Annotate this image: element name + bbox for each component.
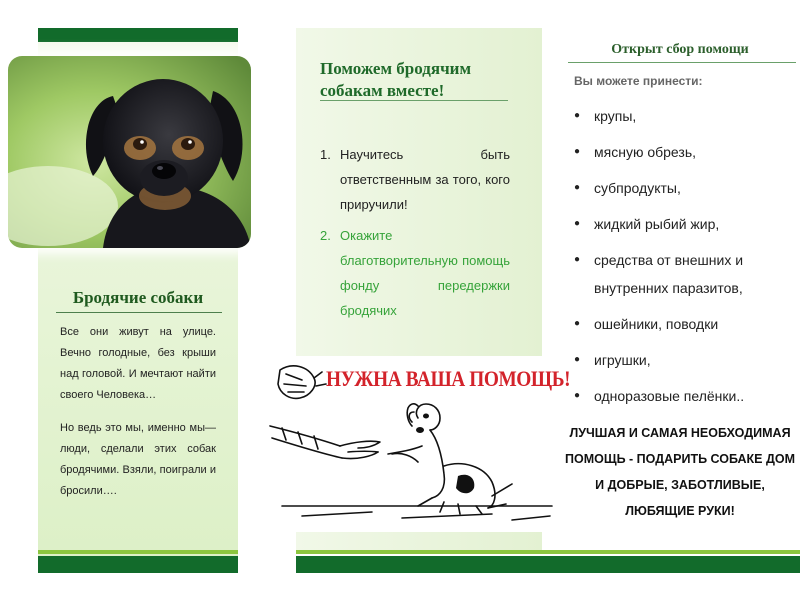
- bullet-icon: ●: [574, 254, 581, 265]
- left-bottom-light-bar: [38, 550, 238, 554]
- left-heading: Бродячие собаки: [72, 288, 204, 307]
- bullet-icon: ●: [574, 218, 581, 229]
- donation-item-text: жидкий рыбий жир,: [594, 216, 720, 232]
- bullet-icon: ●: [574, 110, 581, 121]
- bullet-icon: ●: [574, 146, 581, 157]
- dog-icon: [8, 56, 251, 248]
- donation-item-text: одноразовые пелёнки..: [594, 388, 745, 404]
- right-callout: ЛУЧШАЯ И САМАЯ НЕОБХОДИМАЯ ПОМОЩЬ - ПОДАРИТЬ СОБАКЕ ДОМ И ДОБРЫЕ, ЗАБОТЛИВЫЕ, ЛЮБЯЩИЕ РУКИ!: [564, 426, 796, 518]
- dog-photo: [8, 56, 251, 248]
- bullet-icon: ●: [574, 390, 581, 401]
- donation-item-text: игрушки,: [594, 352, 651, 368]
- donation-list-item: [574, 310, 794, 338]
- middle-list-text: Научитесь быть ответственным за того, кого приручили!: [340, 147, 510, 212]
- left-paragraph-2: Но ведь это мы, именно мы—люди, сделали этих собак бродячими. Взяли, поиграли и бросили….: [60, 422, 216, 497]
- middle-list: [320, 142, 510, 329]
- middle-heading-divider: [320, 100, 508, 101]
- donation-item-text: средства от внешних и внутренних паразитов,: [594, 252, 744, 296]
- left-top-bar: [38, 28, 238, 42]
- donation-list: [574, 102, 794, 418]
- middle-heading: Поможем бродячим собакам вместе!: [320, 59, 472, 100]
- left-heading-divider: [56, 312, 222, 313]
- right-subheading: Вы можете принести:: [574, 74, 703, 88]
- bullet-icon: ●: [574, 354, 581, 365]
- left-bottom-dark-bar: [38, 556, 238, 573]
- left-paragraph-1: Все они живут на улице. Вечно голодные, без крыши над головой. И мечтают найти своего Человека…: [60, 326, 216, 401]
- donation-item-text: крупы,: [594, 108, 637, 124]
- right-heading: Открыт сбор помощи: [611, 42, 749, 57]
- bullet-icon: ●: [574, 182, 581, 193]
- right-heading-divider: [568, 62, 796, 63]
- donation-list-item: [574, 138, 794, 166]
- donation-list-item: [574, 346, 794, 374]
- donation-list-item: [574, 174, 794, 202]
- middle-list-text: Окажите благотворительную помощь фонду передержки бродячих: [340, 228, 510, 318]
- donation-item-text: ошейники, поводки: [594, 316, 719, 332]
- donation-list-item: [574, 246, 794, 302]
- donation-list-item: [574, 102, 794, 130]
- help-title: НУЖНА ВАША ПОМОЩЬ!: [326, 366, 571, 391]
- middle-list-number: 2.: [320, 228, 331, 243]
- bullet-icon: ●: [574, 318, 581, 329]
- donation-list-item: [574, 382, 794, 410]
- middle-list-item: [320, 142, 510, 217]
- donation-item-text: мясную обрезь,: [594, 144, 696, 160]
- middle-list-item: [320, 223, 510, 323]
- donation-list-item: [574, 210, 794, 238]
- right-bottom-light-bar: [296, 550, 800, 554]
- donation-item-text: субпродукты,: [594, 180, 681, 196]
- right-bottom-dark-bar: [296, 556, 800, 573]
- middle-list-number: 1.: [320, 147, 331, 162]
